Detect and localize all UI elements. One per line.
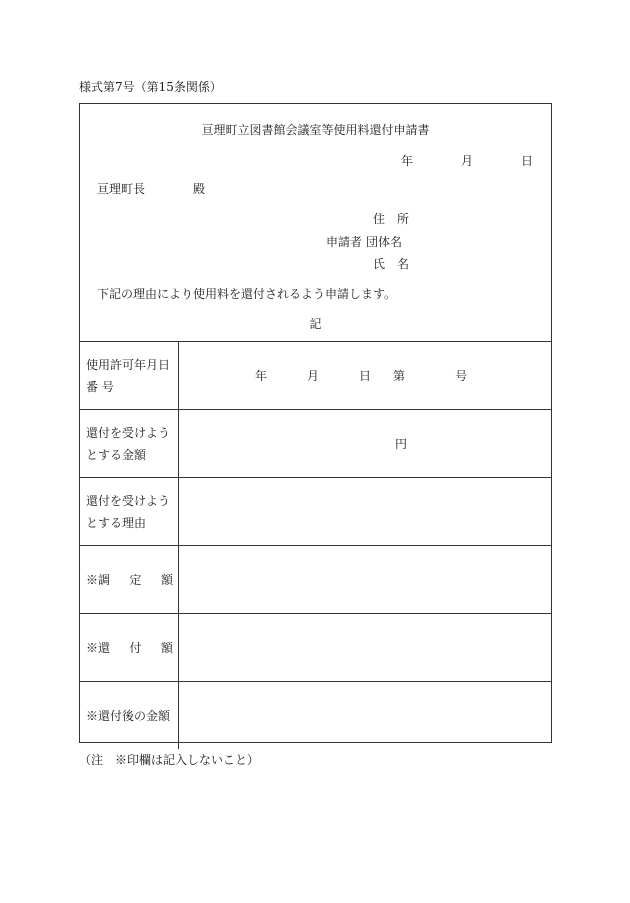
refund-amount-field[interactable] [179, 410, 551, 477]
year-label: 年 [255, 369, 268, 383]
row-label [80, 682, 179, 749]
request-statement: 下記の理由により使用料を還付されるよう申請します。 [97, 287, 397, 301]
day-label: 日 [520, 154, 533, 168]
label-char: 定 [129, 572, 142, 587]
organization-line [326, 234, 402, 250]
month-label: 月 [460, 154, 473, 168]
label-char: 額 [160, 572, 173, 587]
row-label [80, 410, 179, 477]
assessed-amount-row [80, 546, 551, 614]
label-line [86, 376, 173, 398]
label-line [86, 569, 173, 591]
yen-unit: 円 [395, 437, 408, 451]
footer-note: （注 ※印欄は記入しないこと） [79, 753, 260, 767]
label-line: 還付を受けよう [86, 426, 171, 440]
date-line [401, 153, 533, 169]
label-char: ※還 [86, 640, 111, 655]
assessed-amount-field[interactable] [179, 546, 551, 613]
permit-date-field[interactable] [179, 342, 551, 409]
label-line: 還付を受けよう [86, 494, 171, 508]
post-refund-amount-field[interactable] [179, 682, 551, 749]
label-line: 使用許可年月日 [86, 358, 171, 372]
permit-date-row [80, 342, 551, 410]
honorific: 殿 [193, 182, 206, 196]
addressee [97, 181, 205, 197]
row-label [80, 342, 179, 409]
refund-total-row [80, 614, 551, 682]
post-refund-amount-row [80, 682, 551, 749]
refund-amount-row [80, 410, 551, 478]
label-char: 番 [86, 380, 99, 394]
label-line: ※還付後の金額 [86, 708, 171, 723]
address-label: 住 所 [373, 212, 410, 226]
form-header [80, 104, 551, 342]
label-char: ※調 [86, 572, 111, 587]
permit-date-template [255, 368, 467, 384]
number-label: 号 [455, 369, 468, 383]
name-label: 氏 名 [373, 257, 410, 271]
month-label: 月 [307, 369, 320, 383]
refund-total-field[interactable] [179, 614, 551, 681]
row-label [80, 546, 179, 613]
row-label [80, 614, 179, 681]
label-line: とする理由 [86, 516, 147, 530]
label-line [86, 637, 173, 659]
year-label: 年 [400, 154, 413, 168]
refund-reason-row [80, 478, 551, 546]
form-number: 様式第7号（第15条関係） [79, 80, 222, 94]
application-form [79, 103, 552, 743]
day-label: 日 [359, 369, 372, 383]
organization-label: 団体名 [366, 235, 403, 249]
label-char: 付 [129, 640, 142, 655]
row-label [80, 478, 179, 545]
label-char: 額 [160, 640, 173, 655]
applicant-role: 申請者 [326, 235, 363, 249]
document-title: 亘理町立図書館会議室等使用料還付申請書 [201, 123, 430, 137]
refund-reason-field[interactable] [179, 478, 551, 545]
record-label: 記 [309, 317, 322, 331]
addressee-name: 亘理町長 [97, 182, 146, 196]
label-line: とする金額 [86, 448, 147, 462]
ordinal-label: 第 [393, 369, 406, 383]
label-char: 号 [101, 380, 114, 394]
